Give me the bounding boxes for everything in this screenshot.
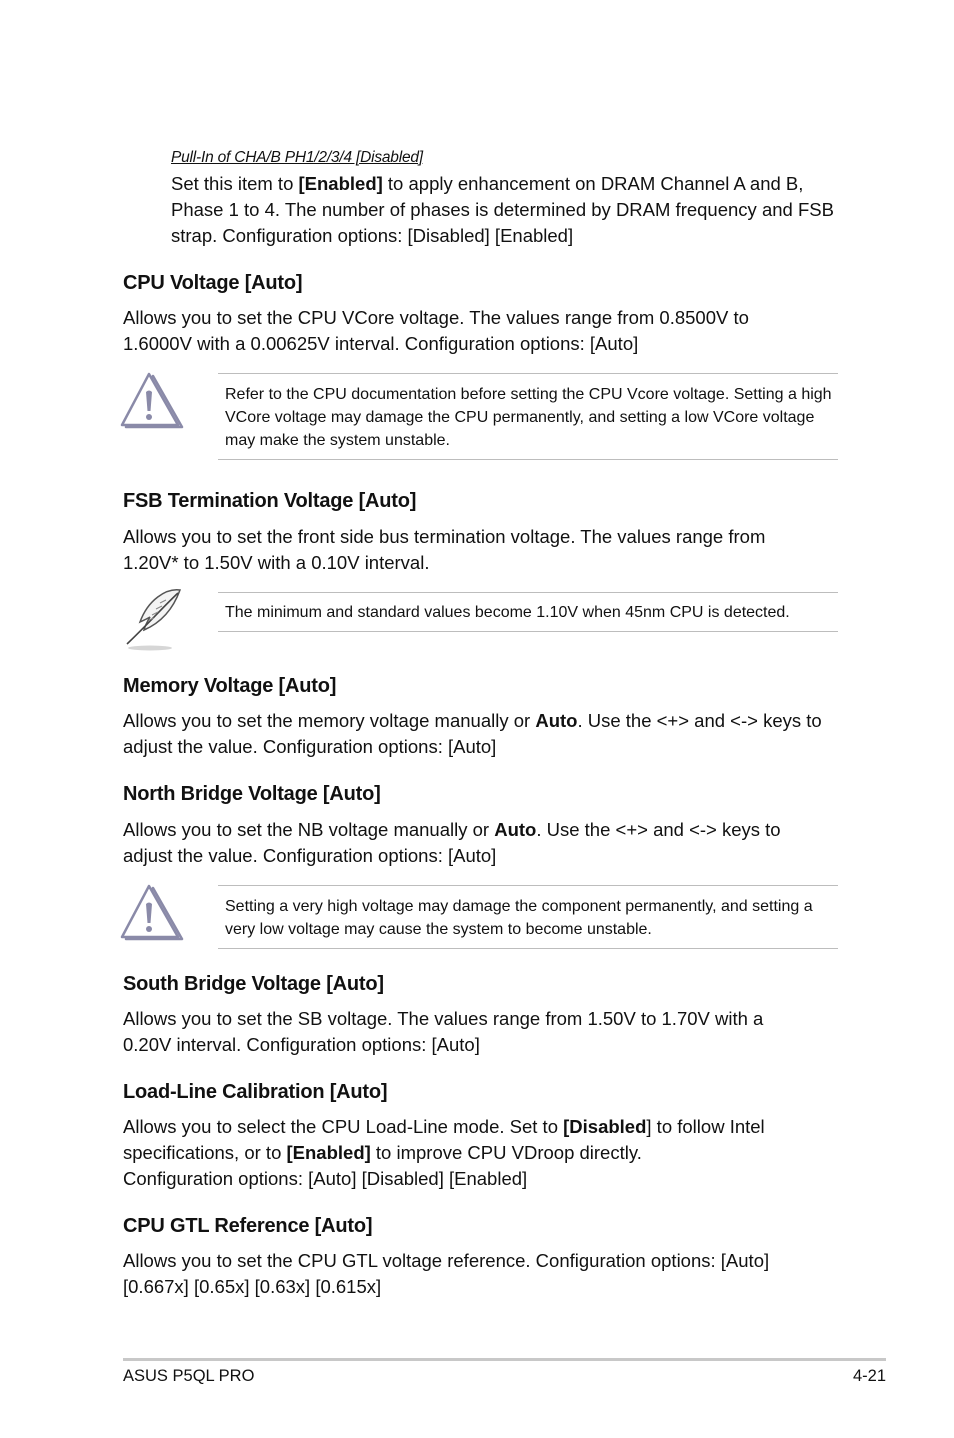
warning-icon: [120, 884, 184, 949]
cpu-voltage-warning-note: Refer to the CPU documentation before setting the CPU Vcore voltage. Setting a high VCore voltage may damage the CPU permanently, and setting a low VCore voltage may make the system unstable.: [218, 373, 838, 460]
gtl-heading: CPU GTL Reference [Auto]: [123, 1215, 373, 1237]
cpu-voltage-heading: CPU Voltage [Auto]: [123, 272, 303, 294]
fsb-voltage-body: Allows you to set the front side bus termination voltage. The values range from 1.20V* to 1.50V with a 0.10V interval.: [123, 526, 766, 573]
footer-divider: [123, 1358, 886, 1361]
footer-product-name: ASUS P5QL PRO: [123, 1367, 255, 1385]
feather-pen-icon: [120, 586, 190, 657]
gtl-body: Allows you to set the CPU GTL voltage reference. Configuration options: [Auto] [0.667x] [0.65x] [0.63x] [0.615x]: [123, 1250, 770, 1297]
nb-voltage-body: Allows you to set the NB voltage manually or Auto. Use the <+> and <-> keys to adjust the value. Configuration options: [Auto]: [123, 819, 781, 866]
fsb-voltage-heading: FSB Termination Voltage [Auto]: [123, 490, 417, 512]
sb-voltage-body: Allows you to set the SB voltage. The values range from 1.50V to 1.70V with a 0.20V interval. Configuration options: [Auto]: [123, 1008, 764, 1055]
footer-page-number: 4-21: [852, 1367, 886, 1385]
warning-icon: [120, 372, 184, 437]
loadline-body: Allows you to select the CPU Load-Line mode. Set to [Disabled] to follow Intel specifications, or to [Enabled] to improve CPU VDroop directly. Configuration options: [Auto] [Disabled] [Enabled]: [123, 1116, 765, 1189]
nb-voltage-heading: North Bridge Voltage [Auto]: [123, 783, 381, 805]
fsb-voltage-note: The minimum and standard values become 1.10V when 45nm CPU is detected.: [218, 592, 838, 632]
cpu-voltage-body: Allows you to set the CPU VCore voltage. The values range from 0.8500V to 1.6000V with a 0.00625V interval. Configuration options: [Auto]: [123, 307, 749, 354]
pull-in-body: Set this item to [Enabled] to apply enhancement on DRAM Channel A and B, Phase 1 to 4. The number of phases is determined by DRAM frequency and FSB strap. Configuration options: [Disabled] [Enabled]: [171, 173, 834, 246]
loadline-heading: Load-Line Calibration [Auto]: [123, 1081, 388, 1103]
pull-in-heading: Pull-In of CHA/B PH1/2/3/4 [Disabled]: [171, 149, 423, 166]
nb-voltage-warning-note: Setting a very high voltage may damage the component permanently, and setting a very low voltage may cause the system to become unstable.: [218, 885, 838, 949]
memory-voltage-body: Allows you to set the memory voltage manually or Auto. Use the <+> and <-> keys to adjust the value. Configuration options: [Auto]: [123, 710, 822, 757]
memory-voltage-heading: Memory Voltage [Auto]: [123, 675, 337, 697]
sb-voltage-heading: South Bridge Voltage [Auto]: [123, 973, 384, 995]
